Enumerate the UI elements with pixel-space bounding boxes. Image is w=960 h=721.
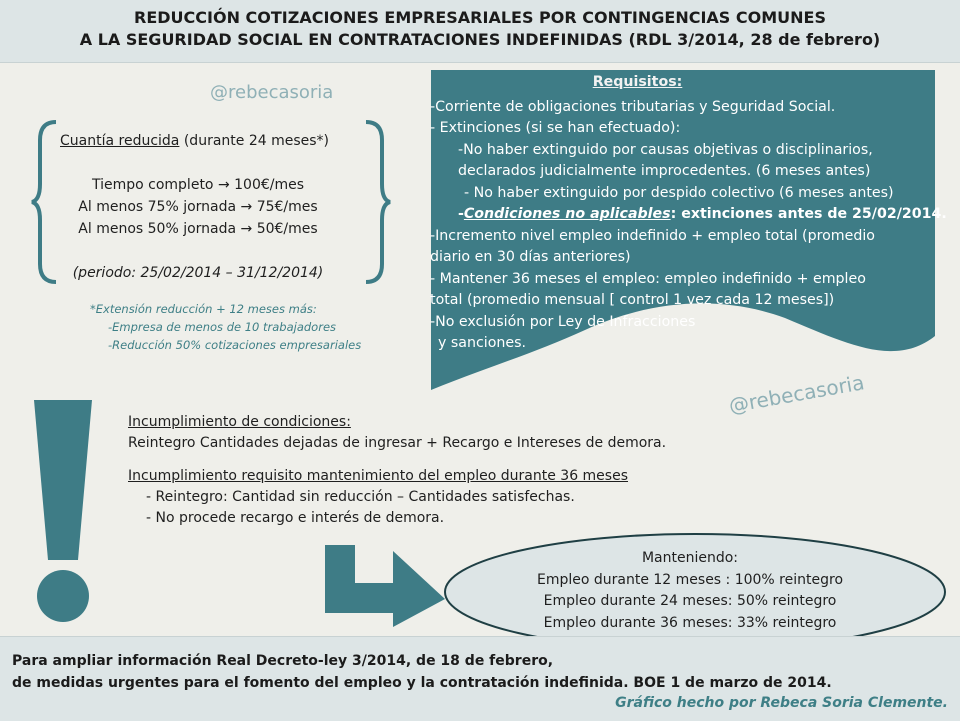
requirement-line: -Incremento nivel empleo indefinido + empleo total (promedio [430, 227, 875, 244]
maintaining-row: Empleo durante 12 meses : 100% reintegro [536, 571, 844, 588]
maintaining-row: Empleo durante 36 meses: 33% reintegro [543, 614, 837, 631]
extension-item: -Empresa de menos de 10 trabajadores [108, 320, 337, 334]
requirement-line: declarados judicialmente improcedentes. (6 meses antes) [458, 163, 871, 179]
breach-employment-line: - No procede recargo e interés de demora. [146, 510, 445, 526]
requirement-line: -Corriente de obligaciones tributarias y Seguridad Social. [430, 98, 836, 115]
extension-item: -Reducción 50% cotizaciones empresariales [108, 338, 362, 352]
reduced-amount-title [60, 133, 329, 149]
breach-employment-heading: Incumplimiento requisito mantenimiento del empleo durante 36 meses [128, 468, 629, 484]
breach-section [128, 412, 666, 529]
extension-note [90, 300, 361, 354]
exclamation-icon [28, 400, 98, 625]
watermark-right: @rebecasoria [726, 370, 867, 418]
footer-line-1: Para ampliar información Real Decreto-ley 3/2014, de 18 de febrero, [12, 653, 554, 669]
requirements-panel [430, 72, 947, 355]
bent-arrow-icon [325, 545, 450, 627]
title-line-1: REDUCCIÓN COTIZACIONES EMPRESARIALES POR CONTINGENCIAS COMUNES [134, 8, 826, 27]
right-brace-icon [362, 118, 392, 286]
reduced-amount-title-rest: (durante 24 meses*) [179, 133, 330, 149]
requirement-line: - Extinciones (si se han efectuado): [430, 120, 681, 136]
footer-credit: Gráfico hecho por Rebeca Soria Clemente. [615, 695, 948, 711]
watermark-top: @rebecasoria [210, 82, 334, 103]
requirement-dash: - [458, 206, 464, 222]
requirement-not-applicable-rest: : extinciones antes de 25/02/2014. [670, 206, 947, 222]
requirement-line: y sanciones. [438, 335, 527, 351]
breach-conditions-text: Reintegro Cantidades dejadas de ingresar + Recargo e Intereses de demora. [128, 435, 667, 451]
requirement-not-applicable: Condiciones no aplicables [463, 206, 671, 222]
breach-employment-line: - Reintegro: Cantidad sin reducción – Cantidades satisfechas. [146, 489, 575, 505]
breach-conditions-heading: Incumplimiento de condiciones: [128, 414, 351, 430]
requirements-title: Requisitos: [592, 74, 683, 90]
maintaining-block [470, 548, 910, 634]
requirement-line: - Mantener 36 meses el empleo: empleo indefinido + empleo [430, 270, 866, 287]
maintaining-title: Manteniendo: [641, 550, 739, 566]
requirement-line: total (promedio mensual [ control 1 vez cada 12 meses]) [430, 292, 835, 308]
reduced-row-75: Al menos 75% jornada → 75€/mes [78, 199, 318, 215]
maintaining-row: Empleo durante 24 meses: 50% reintegro [543, 593, 837, 609]
reduced-period: (periodo: 25/02/2014 – 31/12/2014) [72, 265, 324, 281]
requirement-line-conditions [430, 204, 947, 226]
title-line-2: A LA SEGURIDAD SOCIAL EN CONTRATACIONES INDEFINIDAS (RDL 3/2014, 28 de febrero) [79, 30, 881, 49]
footer-line-2: de medidas urgentes para el fomento del empleo y la contratación indefinida. BOE 1 de marzo de 2014. [12, 675, 832, 691]
requirement-line: -No haber extinguido por causas objetivas o disciplinarios, [458, 141, 873, 158]
requirement-line: diario en 30 días anteriores) [430, 249, 631, 265]
extension-title: *Extensión reducción + 12 meses más: [90, 302, 317, 316]
requirement-line: - No haber extinguido por despido colectivo (6 meses antes) [464, 184, 894, 201]
reduced-amount-title-underlined: Cuantía reducida [60, 133, 180, 149]
page-footer [0, 636, 960, 721]
reduced-row-full-time: Tiempo completo → 100€/mes [91, 177, 305, 193]
requirement-line: -No exclusión por Ley de Infracciones [430, 313, 696, 330]
reduced-row-50: Al menos 50% jornada → 50€/mes [78, 221, 318, 237]
page-header [0, 0, 960, 63]
